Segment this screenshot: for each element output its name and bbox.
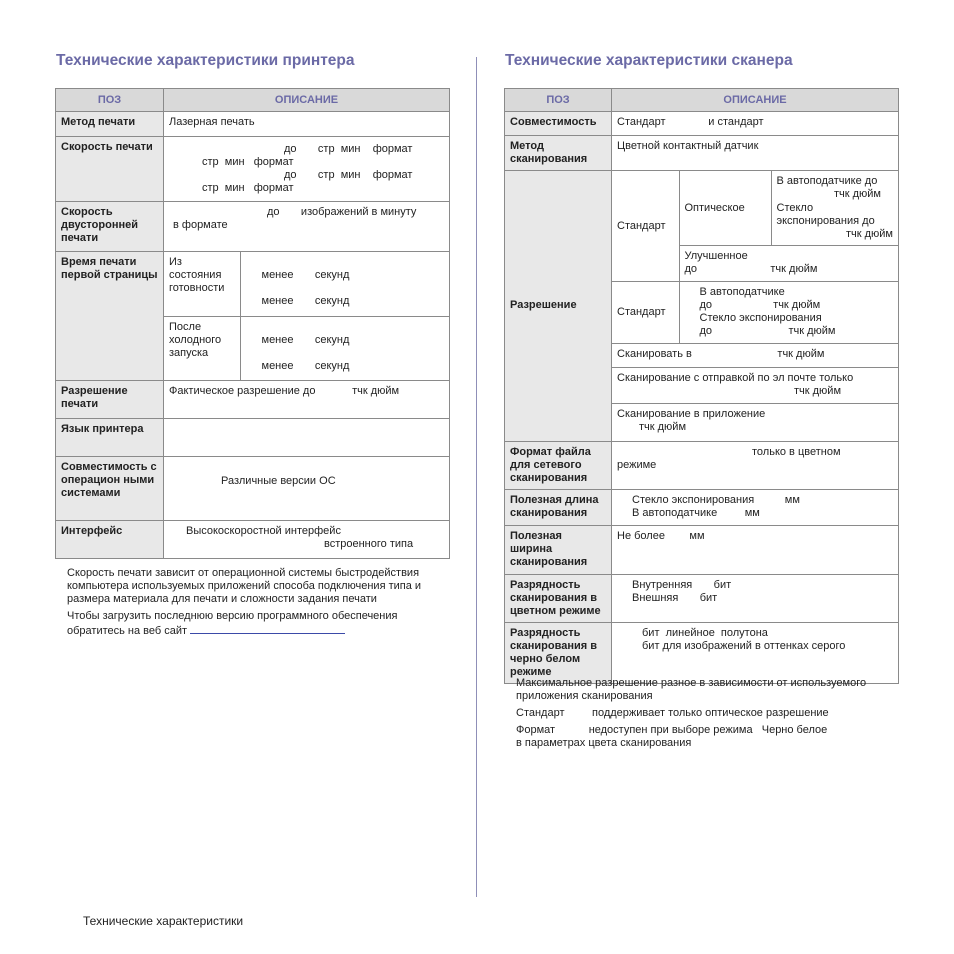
printer-speed-value xyxy=(164,137,450,202)
printer-title: Технические характеристики принтера xyxy=(56,52,355,69)
scanner-bw-depth-value xyxy=(612,622,899,683)
speed-line-4: стр мин формат xyxy=(202,182,294,194)
printer-speed-label: Скорость печати xyxy=(56,137,164,202)
scanner-method-value: Цветной контактный датчик xyxy=(612,136,899,171)
printer-note-1: Скорость печати зависит от операционной системы быстродействия компьютера используемых приложений способа подключения типа и размера материала для печати и сложности задания печати xyxy=(67,567,422,605)
res-standard-2-values xyxy=(679,282,898,344)
scanner-color-depth-value xyxy=(612,574,899,622)
scanner-format-label: Формат файла для сетевого сканирования xyxy=(505,441,612,489)
scanner-color-depth-label: Разрядность сканирования в цветном режиме xyxy=(505,574,612,622)
color-depth-line-1: Внутренняя бит xyxy=(632,578,732,591)
first-cold-values xyxy=(240,316,449,380)
res-glass-1b: тчк дюйм xyxy=(845,228,893,240)
printer-method-label: Метод печати xyxy=(56,112,164,137)
res-standard-1: Стандарт xyxy=(612,171,679,282)
res-adf-2: В автоподатчике xyxy=(699,286,785,298)
first-ready-label: Из состояния готовности xyxy=(164,252,240,316)
scanner-compat-label: Совместимость xyxy=(505,112,612,136)
scanner-width-label: Полезная ширина сканирования xyxy=(505,525,612,574)
res-adf-1b: тчк дюйм xyxy=(833,188,881,200)
printer-language-label: Язык принтера xyxy=(56,419,164,457)
res-enhanced-label: Улучшенное xyxy=(684,250,748,262)
printer-duplex-value xyxy=(164,202,450,252)
printer-first-page-value xyxy=(164,252,450,381)
scanner-spec-table xyxy=(504,88,899,684)
res-optical: Оптическое xyxy=(679,171,771,246)
bw-depth-line-2: бит для изображений в оттенках серого xyxy=(642,639,846,652)
printer-os-label: Совместимость с операцион ными системами xyxy=(56,457,164,521)
bw-depth-line-1: бит линейное полутона xyxy=(642,626,768,639)
res-glass-2: Стекло экспонирования xyxy=(699,312,822,324)
cold-value-2: менее секунд xyxy=(261,359,350,372)
printer-interface-value xyxy=(164,521,450,559)
scanner-col-item: ПОЗ xyxy=(505,89,612,112)
printer-note-2-text: Чтобы загрузить последнюю версию программного обеспечения обратитесь на веб сайт xyxy=(67,610,398,637)
scanner-width-value: Не более мм xyxy=(612,525,899,574)
scanner-resolution-value xyxy=(612,171,899,442)
scanner-format-value xyxy=(612,441,899,489)
res-glass-1: Стекло экспонирования до xyxy=(776,202,875,227)
scanner-method-label: Метод сканирования xyxy=(505,136,612,171)
printer-note-2 xyxy=(67,610,439,638)
printer-col-item: ПОЗ xyxy=(56,89,164,112)
scanner-col-desc: ОПИСАНИЕ xyxy=(612,89,899,112)
column-divider xyxy=(476,57,477,897)
ready-value-2: менее секунд xyxy=(261,295,350,307)
interface-line-2: встроенного типа xyxy=(324,538,414,550)
res-enhanced-value: до тчк дюйм xyxy=(684,263,818,275)
printer-os-value: Различные версии ОС xyxy=(164,457,450,521)
printer-method-value: Лазерная печать xyxy=(164,112,450,137)
printer-spec-table xyxy=(55,88,450,559)
res-scan-app-text: Сканирование в приложение xyxy=(617,408,766,420)
scanner-length-label: Полезная длина сканирования xyxy=(505,489,612,525)
length-line-1: Стекло экспонирования мм xyxy=(632,493,800,506)
res-adf-2-value: до тчк дюйм xyxy=(699,299,821,311)
res-adf-1: В автоподатчике до xyxy=(776,175,878,187)
speed-line-3: до стр мин формат xyxy=(284,169,413,181)
scanner-bw-depth-label: Разрядность сканирования в черно белом режиме xyxy=(505,622,612,683)
scanner-title: Технические характеристики сканера xyxy=(505,52,793,69)
printer-first-page-label: Время печати первой страницы xyxy=(56,252,164,381)
color-depth-line-2: Внешняя бит xyxy=(632,591,718,604)
scanner-note-3b: в параметрах цвета сканирования xyxy=(516,737,692,749)
scanner-length-value xyxy=(612,489,899,525)
format-line-2: режиме xyxy=(617,458,657,471)
duplex-line-1: до изображений в минуту xyxy=(267,206,417,218)
res-scan-app xyxy=(612,404,898,441)
printer-resolution-label: Разрешение печати xyxy=(56,381,164,419)
speed-line-1: до стр мин формат xyxy=(284,143,413,155)
printer-language-value xyxy=(164,419,450,457)
scanner-note-2: Стандарт поддерживает только оптическое разрешение xyxy=(516,707,829,719)
scanner-note-1: Максимальное разрешение разное в зависимости от используемого приложения сканирования xyxy=(516,677,867,702)
printer-resolution-value: Фактическое разрешение до тчк дюйм xyxy=(164,381,450,419)
ready-value-1: менее секунд xyxy=(261,269,350,281)
res-optical-values xyxy=(771,171,898,246)
res-scan-email-text: Сканирование с отправкой по эл почте только xyxy=(617,372,854,384)
scanner-note-3a: Формат недоступен при выборе режима Черно белое xyxy=(516,724,828,736)
res-scan-app-value: тчк дюйм xyxy=(639,421,687,433)
scanner-notes xyxy=(516,677,888,754)
res-standard-2: Стандарт xyxy=(612,282,679,344)
duplex-line-2: в формате xyxy=(173,219,228,231)
res-glass-2-value: до тчк дюйм xyxy=(699,325,836,337)
res-scan-email-value: тчк дюйм xyxy=(794,385,842,397)
res-enhanced xyxy=(679,246,898,282)
first-cold-label: После холодного запуска xyxy=(164,316,240,380)
printer-col-desc: ОПИСАНИЕ xyxy=(164,89,450,112)
website-link[interactable] xyxy=(190,623,345,634)
cold-value-1: менее секунд xyxy=(261,333,350,346)
res-scan-email xyxy=(612,368,898,404)
scanner-resolution-label: Разрешение xyxy=(505,171,612,442)
interface-line-1: Высокоскоростной интерфейс xyxy=(186,525,341,537)
speed-line-2: стр мин формат xyxy=(202,156,294,168)
printer-notes xyxy=(67,567,439,642)
scanner-note-3 xyxy=(516,724,888,750)
length-line-2: В автоподатчике мм xyxy=(632,506,760,519)
page-footer: Технические характеристики xyxy=(83,914,244,928)
printer-duplex-label: Скорость двусторонней печати xyxy=(56,202,164,252)
first-ready-values xyxy=(240,252,449,316)
printer-interface-label: Интерфейс xyxy=(56,521,164,559)
scanner-compat-value: Стандарт и стандарт xyxy=(612,112,899,136)
res-scan-to: Сканировать в тчк дюйм xyxy=(612,344,898,368)
format-line-1: только в цветном xyxy=(752,445,841,458)
